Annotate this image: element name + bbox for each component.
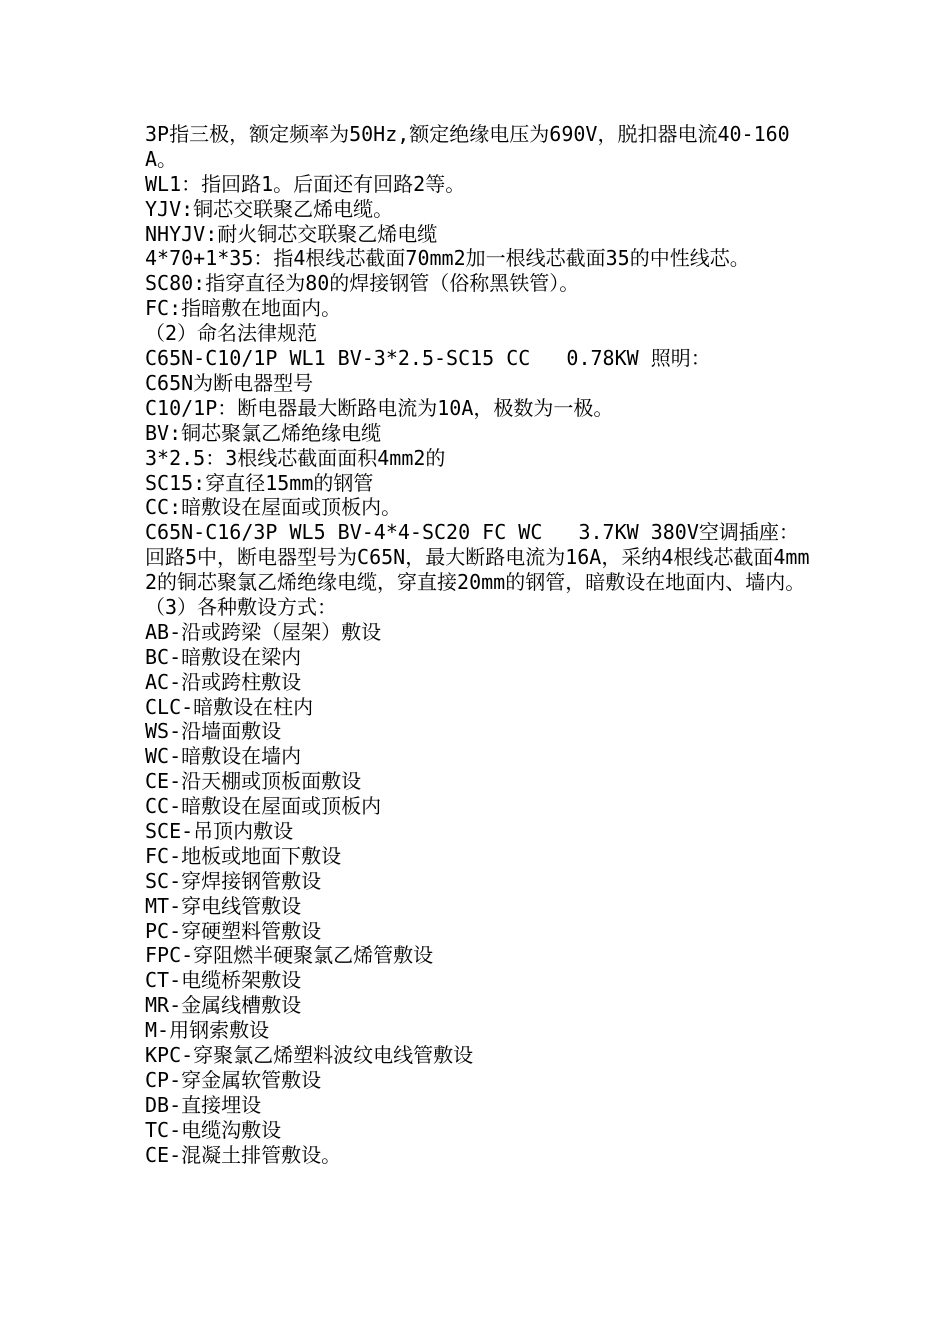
text-line: NHYJV:耐火铜芯交联聚乙烯电缆 xyxy=(145,221,438,246)
paragraph: 4*70+1*35：指4根线芯截面70mm2加一根线芯截面35的中性线芯。 xyxy=(145,246,750,271)
text-line: C65N-C16/3P WL5 BV-4*4-SC20 FC WC 3.7KW 380V空调插座： xyxy=(145,520,799,545)
text-line: KPC-穿聚氯乙烯塑料波纹电线管敷设 xyxy=(145,1043,474,1068)
text-line: CP-穿金属软管敷设 xyxy=(145,1067,322,1092)
paragraph: 回路5中，断电器型号为C65N，最大断路电流为16A，采纳4根线芯截面4mm2的铜芯聚氯乙烯绝缘电缆，穿直接20mm的钢管，暗敷设在地面内、墙内。 xyxy=(145,545,810,595)
text-line: AC-沿或跨柱敷设 xyxy=(145,669,302,694)
text-line: SCE-吊顶内敷设 xyxy=(145,819,294,844)
section-heading: （2）命名法律规范 xyxy=(145,321,318,346)
text-line: SC80:指穿直径为80的焊接钢管（俗称黑铁管）。 xyxy=(145,271,580,296)
section-heading: （3）各种敷设方式： xyxy=(145,595,338,619)
text-line: C10/1P：断电器最大断路电流为10A，极数为一极。 xyxy=(145,395,614,420)
text-line: WS-沿墙面敷设 xyxy=(145,719,282,744)
text-line: CT-电缆桥架敷设 xyxy=(145,968,302,993)
text-line: CC-暗敷设在屋面或顶板内 xyxy=(145,794,382,819)
text-line: AB-沿或跨梁（屋架）敷设 xyxy=(145,619,382,644)
text-line: FC:指暗敷在地面内。 xyxy=(145,296,342,321)
text-line: CLC-暗敷设在柱内 xyxy=(145,694,314,719)
text-line: FPC-穿阻燃半硬聚氯乙烯管敷设 xyxy=(145,943,434,968)
text-line: C65N-C10/1P WL1 BV-3*2.5-SC15 CC 0.78KW 照明： xyxy=(145,346,711,371)
text-line: PC-穿硬塑料管敷设 xyxy=(145,918,322,943)
text-line: WL1：指回路1。后面还有回路2等。 xyxy=(145,171,466,196)
text-line: 3*2.5：3根线芯截面面积4mm2的 xyxy=(145,445,446,470)
text-line: CE-混凝土排管敷设。 xyxy=(145,1142,342,1167)
text-line: MR-金属线槽敷设 xyxy=(145,993,302,1018)
paragraph: 3P指三极，额定频率为50Hz,额定绝缘电压为690V，脱扣器电流40-160A。 xyxy=(145,122,790,171)
text-line: DB-直接埋设 xyxy=(145,1092,262,1117)
text-line: SC15:穿直径15mm的钢管 xyxy=(145,470,374,495)
text-line: CC:暗敷设在屋面或顶板内。 xyxy=(145,495,402,520)
text-line: M-用钢索敷设 xyxy=(145,1018,270,1043)
document-body xyxy=(145,122,815,1167)
text-line: FC-地板或地面下敷设 xyxy=(145,843,342,868)
text-line: WC-暗敷设在墙内 xyxy=(145,744,302,769)
text-line: CE-沿天棚或顶板面敷设 xyxy=(145,769,362,794)
text-line: C65N为断电器型号 xyxy=(145,370,314,395)
text-line: SC-穿焊接钢管敷设 xyxy=(145,868,322,893)
text-line: YJV:铜芯交联聚乙烯电缆。 xyxy=(145,196,394,221)
text-line: BV:铜芯聚氯乙烯绝缘电缆 xyxy=(145,420,382,445)
text-line: TC-电缆沟敷设 xyxy=(145,1117,282,1142)
text-line: BC-暗敷设在梁内 xyxy=(145,644,302,669)
text-line: MT-穿电线管敷设 xyxy=(145,893,302,918)
